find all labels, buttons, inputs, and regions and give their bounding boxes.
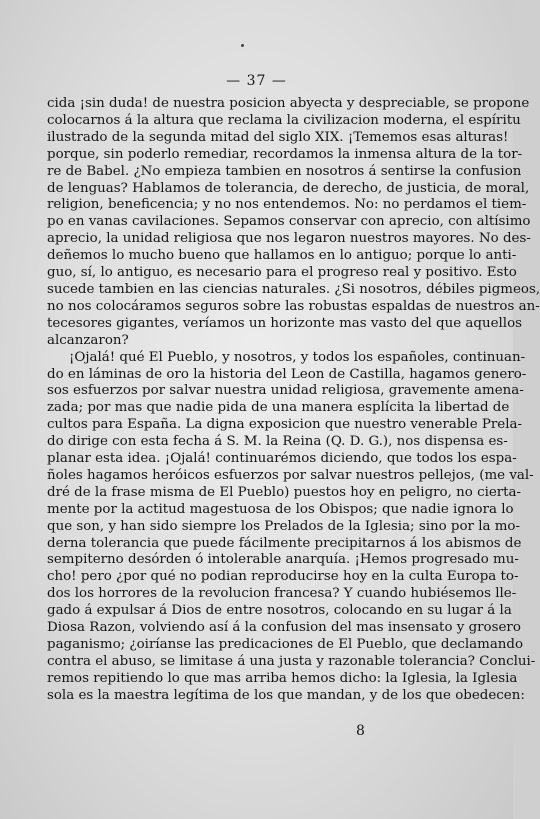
text-line: alcanzaron? [47,332,129,348]
text-line: planar esta idea. ¡Ojalá! continuarémos diciendo, que todos los espa- [47,451,517,467]
text-line: aprecio, la unidad religiosa que nos legaron nuestros mayores. No des- [47,231,531,247]
signature-mark: 8 [356,723,365,739]
text-line: porque, sin poderlo remediar, recordamos la inmensa altura de la tor- [47,146,523,162]
page-number: — 37 — [226,73,287,89]
text-line: tecesores gigantes, veríamos un horizonte mas vasto del que aquellos [47,315,523,331]
text-line: dré de la frase misma de El Pueblo) puestos hoy en peligro, no cierta- [47,484,522,500]
text-line: cho! pero ¿por qué no podian reproducirse hoy en la culta Europa to- [47,569,519,585]
text-line: de lenguas? Hablamos de tolerancia, de derecho, de justicia, de moral, [47,180,530,196]
paragraph-1 [47,96,540,350]
text-line: sos esfuerzos por salvar nuestra unidad religiosa, gravemente amena- [47,383,524,399]
ink-speck [241,44,244,47]
text-line: dos los horrores de la revolucion francesa? Y cuando hubiésemos lle- [47,586,517,602]
text-line: ilustrado de la segunda mitad del siglo XIX. ¡Tememos esas alturas! [47,129,509,145]
text-line: mente por la actitud magestuosa de los Obispos; que nadie ignora lo [47,501,514,517]
text-line: guo, sí, lo antiguo, es necesario para el progreso real y positivo. Esto [47,265,517,281]
text-line: religion, beneficencia; y no nos entendemos. No: no perdamos el tiem- [47,197,527,213]
text-line: deñemos lo mucho bueno que hallamos en lo antiguo; porque lo anti- [47,248,517,264]
text-line: gado á expulsar á Dios de entre nosotros, colocando en su lugar á la [47,603,512,619]
text-line: zada; por mas que nadie pida de una manera esplícita la libertad de [47,400,510,416]
body-text [47,96,540,705]
text-line: remos repitiendo lo que mas arriba hemos dicho: la Iglesia, la Iglesia [47,670,518,686]
text-line: sempiterno desórden ó intolerable anarquía. ¡Hemos progresado mu- [47,552,519,568]
text-line: sucede tambien en las ciencias naturales. ¿Si nosotros, débiles pigmeos, [47,281,540,297]
text-line: paganismo; ¿oiríanse las predicaciones de El Pueblo, que declamando [47,637,524,652]
text-line: no nos colocáramos seguros sobre las robustas espaldas de nuestros an- [47,298,540,314]
text-line: ñoles hagamos heróicos esfuerzos por salvar nuestros pellejos, (me val- [47,467,534,483]
paragraph-2 [47,349,536,705]
text-line: sola es la maestra legítima de los que mandan, y de los que obedecen: [47,687,525,703]
text-line: do dirige con esta fecha á S. M. la Reina (Q. D. G.), nos dispensa es- [47,434,508,450]
text-line: colocarnos á la altura que reclama la civilizacion moderna, el espíritu [47,112,521,128]
text-line: que son, y han sido siempre los Prelados de la Iglesia; sino por la mo- [47,518,521,534]
text-line: po en vanas cavilaciones. Sepamos conservar con aprecio, con altísimo [47,214,531,230]
text-line: re de Babel. ¿No empieza tambien en nosotros á sentirse la confusion [47,163,522,179]
text-line: contra el abuso, se limitase á una justa y razonable tolerancia? Conclui- [47,653,536,669]
text-line: Diosa Razon, volviendo así á la confusion del mas insensato y grosero [47,620,521,636]
text-line: cultos para España. La digna exposicion que nuestro venerable Prela- [47,417,523,433]
text-line: cida ¡sin duda! de nuestra posicion abyecta y despreciable, se propone [47,96,530,111]
text-line: derna tolerancia que puede fácilmente precipitarnos á los abismos de [47,535,522,551]
text-line: do en láminas de oro la historia del Leon de Castilla, hagamos genero- [47,366,527,382]
text-line: ¡Ojalá! qué El Pueblo, y nosotros, y todos los españoles, continuan- [69,349,526,365]
